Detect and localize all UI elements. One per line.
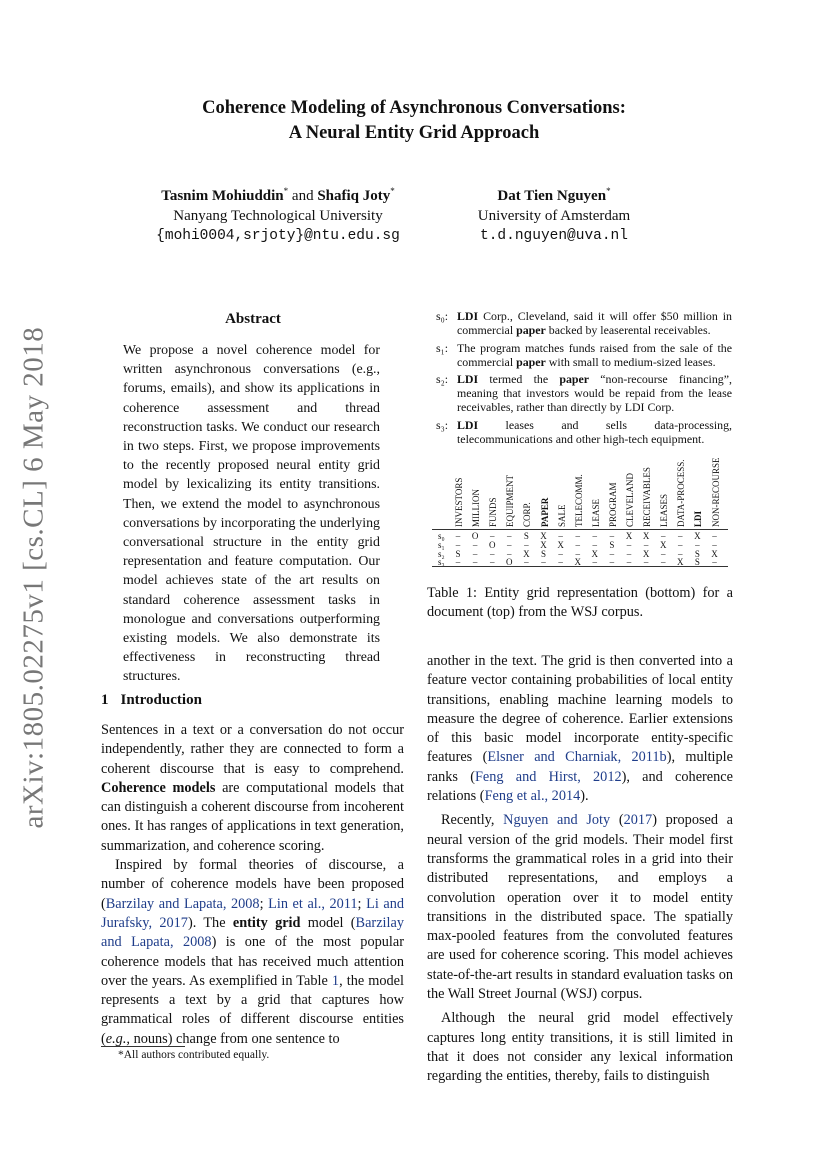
grid-cell: – [489, 531, 495, 541]
grid-cell: X [625, 531, 633, 541]
grid-cell: – [626, 548, 632, 559]
grid-cell: S [455, 548, 461, 559]
grid-column-header: NON-RECOURSE [710, 457, 721, 527]
citation-link[interactable]: Feng and Hirst, 2012 [474, 768, 622, 785]
paragraph: another in the text. The grid is then converted into a feature vector containing probabilities of local entity transitions, enabling machine learning models to measure the degree of coherence. Earlier extensions of this basic model incorporate entity-specific features (Elsner and Charniak, 2011b), multiple ranks (Feng and Hirst, 2012), and coherence relations (Feng et al., 2014). [427, 653, 733, 805]
grid-cell: – [575, 531, 580, 541]
author-name: Dat Tien Nguyen [497, 188, 607, 204]
citation-link[interactable]: 2017 [623, 812, 653, 829]
sentence-s3: s₃: LDI leases and sells data-processing, telecommunications and other high-tech equipment. [436, 418, 732, 446]
grid-column-header: INVESTORS [454, 477, 464, 527]
grid-cell: S [540, 548, 546, 559]
grid-cell: X [677, 557, 684, 568]
grid-column-header: FUNDS [488, 497, 499, 527]
grid-cell: X [523, 548, 530, 559]
grid-cell: – [472, 548, 478, 559]
grid-cell: – [609, 548, 615, 559]
abstract-text: We propose a novel coherence model for written asynchronous conversations (e.g., forums, emails), and show its applications in coherence assessment and thread reconstruction tasks. We conduct our research in two steps. First, we propose improvements to the recently proposed neural entity grid model by lexicalizing its entity transitions. Then, we extend the model to asynchronous conversations by incorporating the underlying conversational structure in the entity grid representation and feature computation. Our model achieves state of the art results on standard coherence assessment tasks in monologue and conversations outperforming existing models. We also demonstrate its effectiveness in reconstructing thread structures. [123, 343, 380, 685]
grid-cell: X [694, 531, 701, 541]
paper-title [0, 96, 828, 146]
citation-link[interactable]: Feng et al., 2014 [484, 788, 581, 805]
citation-link[interactable]: Barzilay and Lapata, 2008 [105, 895, 260, 912]
grid-column-header: LEASE [590, 499, 601, 527]
author-affiliation: University of Amsterdam [477, 208, 631, 224]
author-star: * [606, 186, 611, 196]
grid-cell: – [455, 531, 461, 541]
grid-row-label: s₃ [438, 557, 445, 568]
grid-cell: – [695, 539, 700, 550]
footnote-rule [101, 1046, 185, 1047]
paragraph: Recently, Nguyen and Joty (2017) proposed a neural version of the grid models. Their model first transforms the grammatical roles in a grid into their distributed representations, and employs a convolution operation over it to model entity transitions in the distributed space. The spatially max-pooled features from the convoluted features are used for coherence scoring. This model achieves state-of-the-art results in standard evaluation tasks on the Wall Street Journal (WSJ) corpus. [427, 812, 734, 1003]
grid-column-header: PAPER [539, 497, 550, 527]
grid-column-header: CORP. [522, 502, 533, 527]
sentence-s0: s₀: LDI Corp., Cleveland, said it will offer $50 million in commercial paper backed by leaserental receivables. [436, 309, 732, 337]
left-column-body [101, 721, 404, 1049]
author-block-1 [128, 181, 428, 246]
grid-cell: – [678, 531, 683, 541]
grid-cell: – [575, 539, 580, 550]
grid-cell: S [523, 531, 529, 541]
table-caption: Table 1: Entity grid representation (bottom) for a document (top) from the WSJ corpus. [427, 585, 733, 621]
grid-cell: – [507, 539, 512, 550]
grid-column-header: EQUIPMENT [505, 475, 516, 527]
grid-cell: – [626, 539, 632, 550]
grid-cell: – [489, 548, 495, 559]
title-line-2: A Neural Entity Grid Approach [288, 123, 540, 143]
author-and: and [291, 188, 314, 204]
citation-link[interactable]: Nguyen and Joty [503, 812, 611, 829]
grid-cell: S [694, 548, 700, 559]
grid-cell: – [643, 539, 649, 550]
grid-column-header: PROGRAM [607, 482, 618, 527]
grid-cell: – [609, 557, 615, 568]
citation-link[interactable]: Barzilay and Lapata, 2008 [101, 914, 404, 951]
grid-cell: – [558, 548, 563, 559]
grid-cell: X [540, 539, 547, 550]
author-affiliation: Nanyang Technological University [173, 208, 383, 224]
grid-cell: X [574, 557, 581, 568]
right-column-body [427, 652, 733, 1087]
grid-cell: – [455, 539, 461, 550]
paragraph: Inspired by formal theories of discourse, a number of coherence models have been proposed (Barzilay and Lapata, 2008; Lin et al., 2011; Li and Jurafsky, 2017). The entity grid model (Barzilay and Lapata, 2008) is one of the most popular coherence models that has received much attention over the years. As exemplified in Table 1, the model represents a text by a grid that captures how grammatical roles of different discourse entities (e.g., nouns) change from one sentence to [101, 857, 405, 1047]
sentence-s1: s₁: The program matches funds raised from the sale of the commercial paper with small to medium-sized leases. [436, 341, 732, 369]
grid-cell: X [659, 539, 667, 550]
grid-cell: X [711, 548, 718, 559]
grid-cell: – [507, 548, 512, 559]
grid-cell: – [507, 531, 512, 541]
grid-cell: S [609, 539, 615, 550]
section-number: 1 [101, 692, 109, 708]
author-name: Tasnim Mohiuddin [161, 188, 284, 204]
grid-cell: – [660, 531, 666, 541]
author-email: t.d.nguyen@uva.nl [480, 228, 628, 244]
abstract-heading: Abstract [225, 311, 281, 327]
grid-column-header: SALE [556, 504, 567, 527]
grid-column-header: LEASES [659, 493, 670, 527]
section-title: Introduction [120, 692, 202, 708]
grid-cell: – [558, 531, 563, 541]
grid-cell: – [472, 557, 478, 568]
grid-cell: S [694, 557, 700, 568]
table-rule [432, 566, 728, 567]
grid-cell: O [506, 557, 513, 568]
grid-column-header: RECEIVABLES [642, 467, 653, 527]
table-rule [432, 529, 728, 530]
grid-cell: – [609, 531, 615, 541]
grid-cell: – [660, 557, 666, 568]
grid-cell: – [592, 557, 598, 568]
sentence-s2: s₂: LDI termed the paper “non-recourse financing”, meaning that investors would be repaid from the lease receivables, rather than directly by LDI Corp. [436, 372, 732, 414]
footnote: *All authors contributed equally. [118, 1049, 270, 1061]
grid-cell: X [642, 548, 650, 559]
grid-cell: O [488, 539, 496, 550]
author-star: * [283, 186, 289, 196]
grid-cell: X [557, 539, 564, 550]
title-line-1: Coherence Modeling of Asynchronous Conversations: [202, 98, 626, 118]
grid-cell: – [455, 557, 461, 568]
citation-link[interactable]: Lin et al., 2011 [268, 895, 358, 912]
grid-cell: – [678, 548, 683, 559]
paragraph: Sentences in a text or a conversation do not occur independently, rather they are connected to form a coherent discourse that is easy to comprehend. Coherence models are computational models that can distinguish a coherent discourse from incoherent ones. It has ranges of applications in text generation, summarization, and coherence scoring. [101, 722, 405, 854]
grid-cell: – [472, 539, 478, 550]
grid-column-header: LDI [693, 510, 704, 527]
grid-cell: – [626, 557, 632, 568]
grid-cell: – [524, 539, 529, 550]
grid-cell: – [712, 557, 717, 568]
citation-link[interactable]: Elsner and Charniak, 2011b [487, 749, 667, 766]
author-name: Shafiq Joty [317, 188, 391, 204]
paragraph: Although the neural grid model effectively captures long entity transitions, it is still limited in that it does not consider any lexical information regarding the entities, thereby, fails to distinguish [427, 1010, 733, 1085]
author-block-2 [444, 181, 664, 246]
grid-row-label: s₂ [438, 548, 445, 559]
author-star: * [390, 186, 395, 196]
grid-cell: – [489, 557, 495, 568]
grid-column-header: MILLION [471, 489, 482, 527]
grid-cell: X [642, 531, 650, 541]
grid-cell: X [591, 548, 599, 559]
author-email: {mohi0004,srjoty}@ntu.edu.sg [156, 228, 400, 244]
grid-cell: – [678, 539, 683, 550]
arxiv-stamp: arXiv:1805.02275v1 [cs.CL] 6 May 2018 [17, 326, 50, 829]
section-heading [101, 692, 214, 709]
grid-column-header: TELECOMM. [573, 474, 584, 527]
grid-cell: X [540, 531, 547, 541]
grid-cell: – [558, 557, 563, 568]
grid-cell: – [660, 548, 666, 559]
grid-row-label: s₁ [438, 539, 445, 550]
grid-cell: – [524, 557, 529, 568]
grid-cell: – [712, 539, 717, 550]
grid-column-header: CLEVELAND [625, 473, 635, 527]
grid-cell: – [712, 531, 717, 541]
citation-link[interactable]: Li and Jurafsky, 2017 [101, 895, 405, 931]
grid-cell: O [471, 531, 479, 541]
grid-column-header: DATA-PROCESS. [676, 459, 687, 527]
grid-cell: – [575, 548, 580, 559]
grid-row-label: s₀ [438, 531, 445, 541]
grid-cell: – [541, 557, 546, 568]
grid-cell: – [592, 539, 598, 550]
grid-cell: – [643, 557, 649, 568]
grid-cell: – [592, 531, 598, 541]
table-ref-link[interactable]: 1 [331, 972, 340, 989]
